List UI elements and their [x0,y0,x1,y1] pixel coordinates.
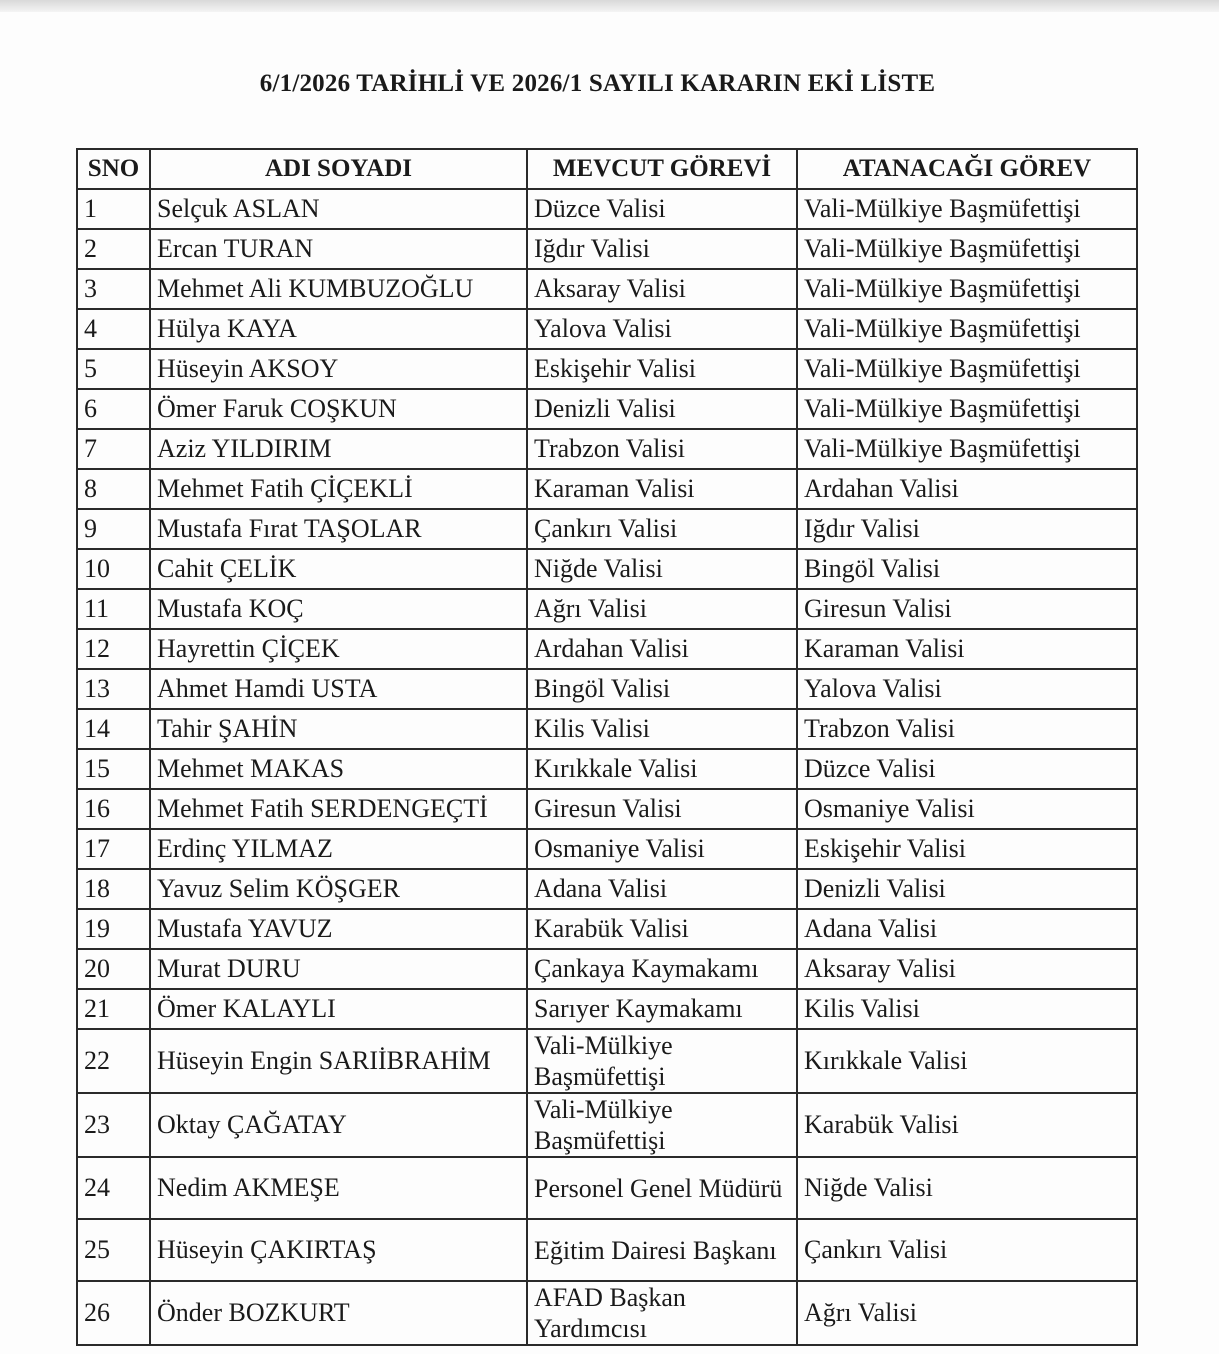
cell-current-position: Karabük Valisi [527,909,797,949]
cell-current-position: Adana Valisi [527,869,797,909]
table-row [77,349,1137,389]
table-row [77,869,1137,909]
cell-current-position: Karaman Valisi [527,469,797,509]
cell-name: Murat DURU [150,949,527,989]
cell-name: Hüseyin Engin SARIİBRAHİM [150,1029,527,1093]
cell-sno: 4 [77,309,150,349]
cell-name: Mehmet Fatih ÇİÇEKLİ [150,469,527,509]
cell-sno: 18 [77,869,150,909]
header-sno: SNO [77,149,150,189]
cell-name: Erdinç YILMAZ [150,829,527,869]
cell-sno: 7 [77,429,150,469]
cell-current-position: Eğitim Dairesi Başkanı [527,1219,797,1281]
cell-sno: 13 [77,669,150,709]
document-title: 6/1/2026 TARİHLİ VE 2026/1 SAYILI KARARIN EKİ LİSTE [259,70,936,97]
cell-name: Selçuk ASLAN [150,189,527,229]
table-row [77,829,1137,869]
header-new-position: ATANACAĞI GÖREV [797,149,1137,189]
cell-name: Ömer KALAYLI [150,989,527,1029]
cell-current-position: Çankırı Valisi [527,509,797,549]
cell-sno: 21 [77,989,150,1029]
cell-sno: 25 [77,1219,150,1281]
cell-new-position: Ardahan Valisi [797,469,1137,509]
table-row [77,589,1137,629]
cell-current-position: Kırıkkale Valisi [527,749,797,789]
cell-current-position: Denizli Valisi [527,389,797,429]
cell-current-position: Ağrı Valisi [527,589,797,629]
cell-name: Mustafa YAVUZ [150,909,527,949]
cell-new-position: Osmaniye Valisi [797,789,1137,829]
cell-sno: 2 [77,229,150,269]
cell-new-position: Karabük Valisi [797,1093,1137,1157]
cell-new-position: Eskişehir Valisi [797,829,1137,869]
cell-new-position: Vali-Mülkiye Başmüfettişi [797,349,1137,389]
cell-new-position: Adana Valisi [797,909,1137,949]
cell-new-position: Denizli Valisi [797,869,1137,909]
appointment-table [76,148,1138,1346]
cell-new-position: Vali-Mülkiye Başmüfettişi [797,189,1137,229]
cell-name: Cahit ÇELİK [150,549,527,589]
cell-sno: 24 [77,1157,150,1219]
cell-new-position: Bingöl Valisi [797,549,1137,589]
cell-sno: 10 [77,549,150,589]
cell-sno: 1 [77,189,150,229]
cell-sno: 20 [77,949,150,989]
cell-new-position: Aksaray Valisi [797,949,1137,989]
cell-name: Mehmet Fatih SERDENGEÇTİ [150,789,527,829]
cell-new-position: Karaman Valisi [797,629,1137,669]
cell-new-position: Giresun Valisi [797,589,1137,629]
cell-sno: 15 [77,749,150,789]
cell-sno: 9 [77,509,150,549]
table-row [77,509,1137,549]
table-row [77,389,1137,429]
table-row [77,1281,1137,1345]
cell-current-position: Trabzon Valisi [527,429,797,469]
table-row [77,909,1137,949]
cell-sno: 12 [77,629,150,669]
cell-sno: 17 [77,829,150,869]
cell-current-position: Sarıyer Kaymakamı [527,989,797,1029]
cell-name: Hayrettin ÇİÇEK [150,629,527,669]
table-row [77,189,1137,229]
cell-name: Aziz YILDIRIM [150,429,527,469]
cell-new-position: Düzce Valisi [797,749,1137,789]
cell-new-position: Vali-Mülkiye Başmüfettişi [797,309,1137,349]
table-row [77,1093,1137,1157]
cell-name: Hüseyin ÇAKIRTAŞ [150,1219,527,1281]
table-header-row [77,149,1137,189]
cell-sno: 23 [77,1093,150,1157]
cell-current-position: Vali-Mülkiye Başmüfettişi [527,1029,797,1093]
cell-current-position: Vali-Mülkiye Başmüfettişi [527,1093,797,1157]
table-row [77,709,1137,749]
cell-new-position: Vali-Mülkiye Başmüfettişi [797,429,1137,469]
header-current-position: MEVCUT GÖREVİ [527,149,797,189]
cell-new-position: Kırıkkale Valisi [797,1029,1137,1093]
cell-name: Mehmet MAKAS [150,749,527,789]
table-row [77,429,1137,469]
cell-new-position: Vali-Mülkiye Başmüfettişi [797,389,1137,429]
cell-new-position: Çankırı Valisi [797,1219,1137,1281]
cell-sno: 19 [77,909,150,949]
cell-sno: 6 [77,389,150,429]
table-row [77,949,1137,989]
cell-name: Tahir ŞAHİN [150,709,527,749]
cell-name: Mehmet Ali KUMBUZOĞLU [150,269,527,309]
cell-sno: 26 [77,1281,150,1345]
cell-sno: 5 [77,349,150,389]
cell-current-position: Giresun Valisi [527,789,797,829]
cell-name: Ercan TURAN [150,229,527,269]
table-row [77,469,1137,509]
cell-new-position: Kilis Valisi [797,989,1137,1029]
cell-current-position: Ardahan Valisi [527,629,797,669]
cell-new-position: Vali-Mülkiye Başmüfettişi [797,229,1137,269]
table-row [77,1157,1137,1219]
cell-sno: 16 [77,789,150,829]
cell-current-position: Iğdır Valisi [527,229,797,269]
cell-name: Ömer Faruk COŞKUN [150,389,527,429]
table-body [77,189,1137,1345]
cell-new-position: Niğde Valisi [797,1157,1137,1219]
cell-name: Mustafa KOÇ [150,589,527,629]
cell-current-position: Eskişehir Valisi [527,349,797,389]
table-row [77,1219,1137,1281]
table-row [77,629,1137,669]
table-row [77,229,1137,269]
cell-current-position: Yalova Valisi [527,309,797,349]
cell-current-position: Niğde Valisi [527,549,797,589]
cell-name: Mustafa Fırat TAŞOLAR [150,509,527,549]
cell-new-position: Ağrı Valisi [797,1281,1137,1345]
cell-new-position: Yalova Valisi [797,669,1137,709]
cell-name: Yavuz Selim KÖŞGER [150,869,527,909]
cell-sno: 22 [77,1029,150,1093]
table-row [77,549,1137,589]
table-row [77,309,1137,349]
table-row [77,789,1137,829]
cell-sno: 3 [77,269,150,309]
cell-sno: 8 [77,469,150,509]
cell-name: Nedim AKMEŞE [150,1157,527,1219]
table-row [77,269,1137,309]
cell-current-position: Bingöl Valisi [527,669,797,709]
cell-current-position: Personel Genel Müdürü [527,1157,797,1219]
header-name: ADI SOYADI [150,149,527,189]
cell-current-position: Aksaray Valisi [527,269,797,309]
cell-name: Hülya KAYA [150,309,527,349]
cell-current-position: Osmaniye Valisi [527,829,797,869]
document-page [0,12,1219,1354]
cell-name: Hüseyin AKSOY [150,349,527,389]
table-row [77,989,1137,1029]
cell-name: Önder BOZKURT [150,1281,527,1345]
cell-sno: 14 [77,709,150,749]
table-row [77,1029,1137,1093]
cell-current-position: Kilis Valisi [527,709,797,749]
cell-new-position: Trabzon Valisi [797,709,1137,749]
screenshot-top-edge [0,0,1219,12]
cell-new-position: Vali-Mülkiye Başmüfettişi [797,269,1137,309]
cell-name: Oktay ÇAĞATAY [150,1093,527,1157]
cell-sno: 11 [77,589,150,629]
table-row [77,749,1137,789]
cell-current-position: AFAD Başkan Yardımcısı [527,1281,797,1345]
cell-current-position: Düzce Valisi [527,189,797,229]
cell-new-position: Iğdır Valisi [797,509,1137,549]
cell-name: Ahmet Hamdi USTA [150,669,527,709]
cell-current-position: Çankaya Kaymakamı [527,949,797,989]
table-row [77,669,1137,709]
